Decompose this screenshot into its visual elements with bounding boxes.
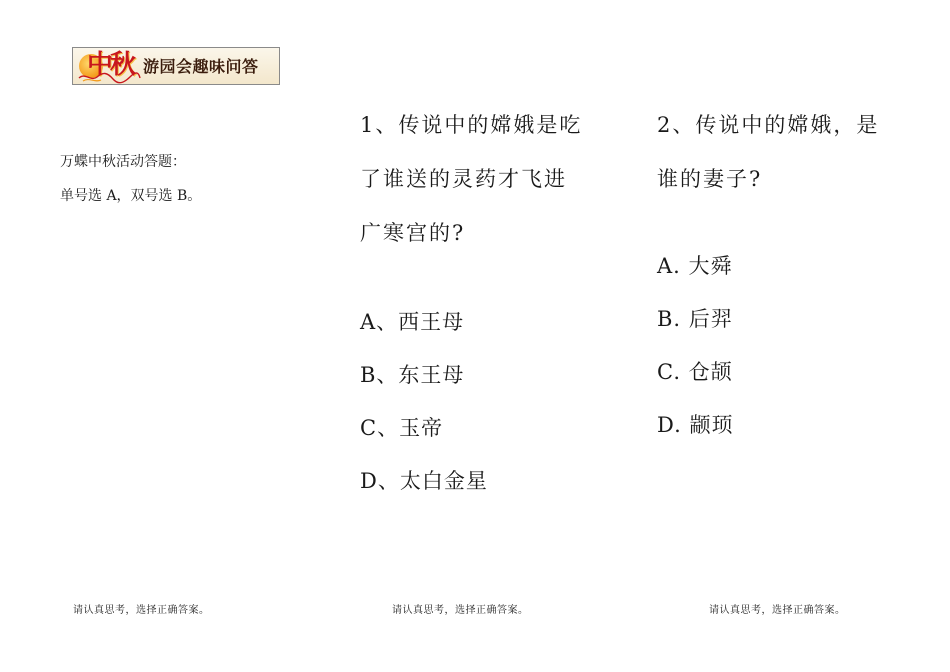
question-line: 了谁送的灵药才飞进 bbox=[360, 167, 567, 191]
question-2 bbox=[657, 98, 907, 452]
question-line: 1、传说中的嫦娥是吃 bbox=[360, 113, 583, 137]
option-a: A. 大舜 bbox=[657, 254, 733, 278]
question-1 bbox=[360, 98, 610, 508]
footer-note: 请认真思考，选择正确答案。 bbox=[709, 605, 846, 616]
logo-title: 中秋 bbox=[87, 50, 134, 80]
intro-line: 万蝶中秋活动答题： bbox=[60, 154, 186, 170]
question-text bbox=[657, 98, 907, 206]
option-list bbox=[657, 240, 907, 452]
option-b: B、东王母 bbox=[360, 363, 465, 387]
question-line: 广寒宫的? bbox=[360, 221, 466, 245]
option-a: A、西王母 bbox=[360, 310, 465, 334]
question-text bbox=[360, 98, 610, 260]
option-list bbox=[360, 296, 610, 508]
question-line: 2、传说中的嫦娥，是 bbox=[657, 113, 880, 137]
cloud-swirl-icon bbox=[77, 70, 141, 84]
logo-subtitle: 游园会趣味问答 bbox=[143, 57, 259, 76]
option-d: D、太白金星 bbox=[360, 469, 488, 493]
intro-line: 单号选 A，双号选 B。 bbox=[60, 188, 202, 204]
footer-note: 请认真思考，选择正确答案。 bbox=[73, 605, 210, 616]
option-c: C、玉帝 bbox=[360, 416, 444, 440]
question-line: 谁的妻子? bbox=[657, 167, 763, 191]
logo-banner bbox=[72, 47, 280, 85]
intro-note bbox=[60, 145, 201, 213]
option-d: D. 颛顼 bbox=[657, 413, 734, 437]
option-b: B. 后羿 bbox=[657, 307, 733, 331]
footer-note: 请认真思考，选择正确答案。 bbox=[392, 605, 529, 616]
option-c: C. 仓颉 bbox=[657, 360, 733, 384]
